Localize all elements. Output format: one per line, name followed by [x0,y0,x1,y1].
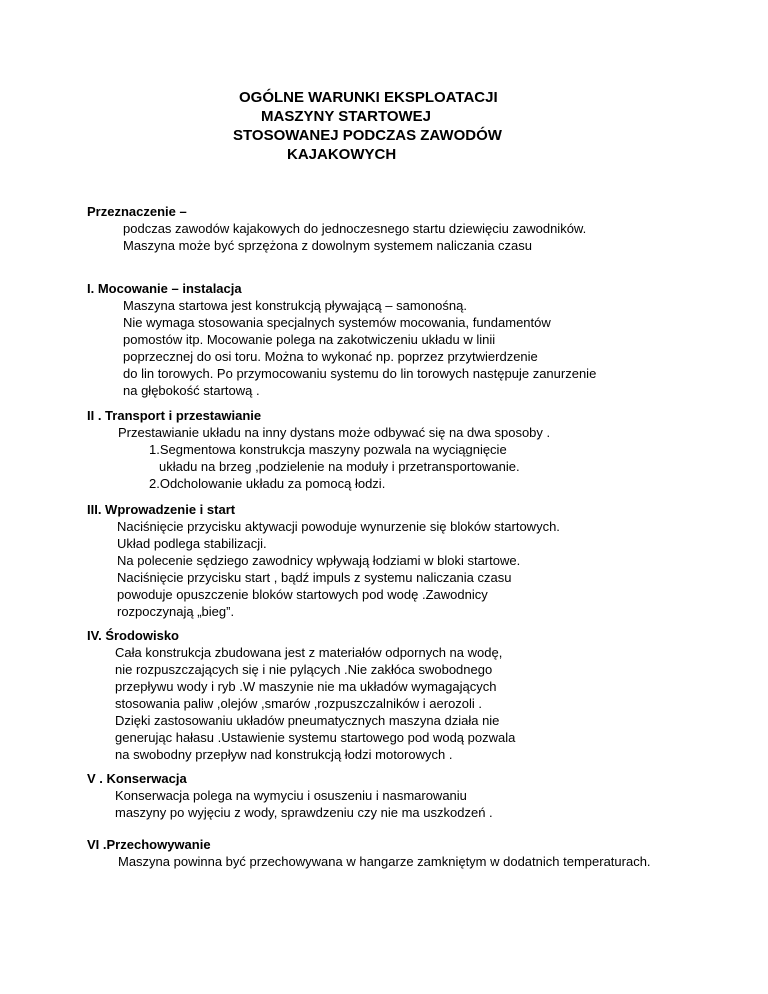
section-line: do lin torowych. Po przymocowaniu systemu do lin torowych następuje zanurzenie [123,366,597,381]
section-line: pomostów itp. Mocowanie polega na zakotwiczeniu układu w linii [123,332,496,347]
section-line: Konserwacja polega na wymyciu i osuszeniu i nasmarowaniu [115,788,467,803]
section-line: Na polecenie sędziego zawodnicy wpływają łodziami w bloki startowe. [117,553,521,568]
section-line: 2.Odcholowanie układu za pomocą łodzi. [149,476,386,491]
section-line: przepływu wody i ryb .W maszynie nie ma układów wymagających [115,679,497,694]
section-line: Układ podlega stabilizacji. [117,536,267,551]
section-heading: V . Konserwacja [87,771,187,786]
section-line: powoduje opuszczenie bloków startowych pod wodę .Zawodnicy [117,587,488,602]
section-line: Cała konstrukcja zbudowana jest z materiałów odpornych na wodę, [115,645,503,660]
title-line-3: STOSOWANEJ PODCZAS ZAWODÓW [233,127,502,144]
section-line: rozpoczynają „bieg”. [117,604,235,619]
section-line: stosowania paliw ,olejów ,smarów ,rozpuszczalników i aerozoli . [115,696,483,711]
section-line: poprzecznej do osi toru. Można to wykonać np. poprzez przytwierdzenie [123,349,538,364]
section-line: podczas zawodów kajakowych do jednoczesnego startu dziewięciu zawodników. [123,221,587,236]
section-line: generując hałasu .Ustawienie systemu startowego pod wodą pozwala [115,730,516,745]
section-line: maszyny po wyjęciu z wody, sprawdzeniu czy nie ma uszkodzeń . [115,805,493,820]
section-heading: Przeznaczenie – [87,204,187,219]
section-line: na głębokość startową . [123,383,260,398]
section-line: Maszyna powinna być przechowywana w hangarze zamkniętym w dodatnich temperaturach. [118,854,651,869]
section-line: Naciśnięcie przycisku aktywacji powoduje wynurzenie się bloków startowych. [117,519,560,534]
section-heading: II . Transport i przestawianie [87,408,262,423]
section-heading: I. Mocowanie – instalacja [87,281,242,296]
section-line: Dzięki zastosowaniu układów pneumatycznych maszyna działa nie [115,713,500,728]
title-line-1: OGÓLNE WARUNKI EKSPLOATACJI [239,89,498,106]
section-line: Maszyna może być sprzężona z dowolnym systemem naliczania czasu [123,238,532,253]
title-line-4: KAJAKOWYCH [287,146,397,163]
title-line-2: MASZYNY STARTOWEJ [261,108,432,125]
section-line: 1.Segmentowa konstrukcja maszyny pozwala na wyciągnięcie [149,442,507,457]
section-heading: III. Wprowadzenie i start [87,502,236,517]
section-heading: VI .Przechowywanie [87,837,211,852]
section-line: Przestawianie układu na inny dystans może odbywać się na dwa sposoby . [118,425,551,440]
section-heading: IV. Środowisko [87,628,179,643]
section-line: Naciśnięcie przycisku start , bądź impuls z systemu naliczania czasu [117,570,512,585]
section-line: nie rozpuszczających się i nie pylących .Nie zakłóca swobodnego [115,662,493,677]
section-line: układu na brzeg ,podzielenie na moduły i przetransportowanie. [159,459,520,474]
section-line: Nie wymaga stosowania specjalnych systemów mocowania, fundamentów [123,315,551,330]
section-line: na swobodny przepływ nad konstrukcją łodzi motorowych . [115,747,453,762]
section-line: Maszyna startowa jest konstrukcją pływającą – samonośną. [123,298,467,313]
